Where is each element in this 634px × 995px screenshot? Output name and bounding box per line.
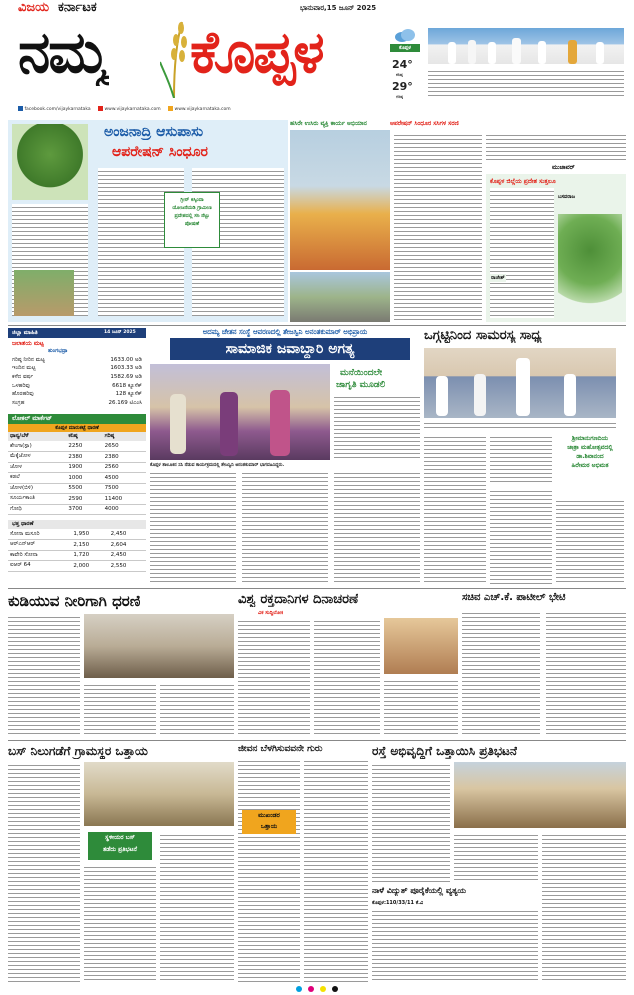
grain-row: [8, 483, 146, 494]
print-color-bar: [200, 986, 434, 992]
weather-badge: ಕೊಪ್ಪಳ: [390, 44, 420, 52]
web-url[interactable]: www.vijaykarnataka.com: [104, 107, 161, 112]
dam-row-key: ಒಳಹರಿವು: [12, 382, 30, 389]
blood-col2: [314, 618, 380, 736]
right-callout: [556, 434, 624, 494]
bus-protest-photo: [84, 762, 234, 826]
grain-name: ಮೆಕ್ಕೆಜೋಳ: [8, 452, 66, 463]
middle-headline: ಸಾಮಾಜಿಕ ಜವಾಬ್ದಾರಿ ಅಗತ್ಯ: [170, 338, 410, 360]
rice-row: [8, 550, 146, 561]
dam-row: [10, 399, 144, 408]
event-photo: [150, 364, 330, 460]
top-headline-line1: ಅಂಜನಾದ್ರಿ ಆಸುಪಾಸು: [104, 124, 204, 140]
masthead-teaser-photo: [428, 28, 624, 64]
local-market-title: ಲೋಕಲ್ ಮಾರ್ಕೆಟ್: [8, 414, 146, 424]
middle-caption: ಕೊಪ್ಪಳ ತಾಲೂಕಿನ ಸಸಿ ನೆಡುವ ಕಾರ್ಯಕ್ರಮದಲ್ಲಿ ತೇಜಸ್ವಿನಿ ಅನಂತಕುಮಾರ್ ಭಾಗವಹಿಸಿದ್ದರು.: [150, 463, 285, 468]
dam-row: [10, 373, 144, 382]
social-strip: [18, 106, 408, 114]
minister-visit-article: [462, 592, 626, 738]
top-right-box-name: ರಾಜೇಶ್: [491, 275, 505, 281]
trees-photo: [558, 214, 622, 318]
grain-max: 4000: [103, 504, 146, 515]
grain-row: [8, 473, 146, 484]
grain-min: 5500: [66, 483, 102, 494]
top-right-sub2: ಆಪರೇಷನ್ ಸಿಂಧೂರ ಸಸಿಗಳ ಸರಣಿ: [390, 120, 459, 127]
top-right-box-text: [490, 188, 554, 318]
temp-max-label: ಕನಿಷ್ಠ: [396, 72, 403, 77]
road-protest-headline: ರಸ್ತೆ ಅಭಿವೃದ್ಧಿಗೆ ಒತ್ತಾಯಿಸಿ ಪ್ರತಿಭಟನೆ: [372, 744, 518, 758]
dam-row-key: ಹೊರಹರಿವು: [12, 391, 34, 398]
teacher-headline: ಜೀವನ ಬೆಳಗಿಸುವವನೇ ಗುರು: [238, 744, 323, 754]
right-headline: ಒಗ್ಗಟ್ಟಿನಿಂದ ಸಾಮರಸ್ಯ ಸಾಧ್ಯ: [424, 328, 542, 343]
grain-name: ಕಡಲೆ: [8, 473, 66, 484]
dam-row-key: ಕಳೆದ ವರ್ಷ: [12, 373, 34, 380]
col-max: ಗರಿಷ್ಠ: [103, 432, 146, 441]
middle-side-text: [334, 394, 420, 460]
masthead-title-koppala: ಕೊಪ್ಪಳ: [190, 18, 323, 86]
grain-max: 7500: [103, 483, 146, 494]
road-protest-photo: [454, 762, 626, 828]
grain-min: 2250: [66, 441, 102, 452]
rice-row: [8, 561, 146, 572]
brand-karnataka: ಕರ್ನಾಟಕ: [58, 0, 97, 15]
tree-photo: [12, 124, 88, 200]
road-col1: [372, 762, 450, 882]
right-callout-line1: ಶ್ರೀಮಾನುಗಣದಿಯ: [571, 435, 609, 442]
masthead-teaser-text: [428, 68, 624, 96]
dam-row-value: 1582.69 ಅಡಿ: [110, 373, 142, 380]
dam-row-key: ಸಂಗ್ರಹ: [12, 399, 25, 406]
rice-price-table: [8, 529, 146, 572]
dam-row-key: ಗರಿಷ್ಠ ನೀರಿನ ಮಟ್ಟ: [12, 356, 45, 363]
right-article: [424, 328, 626, 586]
right-col3: [556, 498, 624, 584]
road-photo: [290, 272, 390, 322]
water-col3: [160, 682, 234, 736]
dam-title: ಜಲಾಶಯ ಮಟ್ಟ: [12, 340, 44, 347]
grain-name: ಶೇಂಗಾ(ಸ್ಪಾ): [8, 441, 66, 452]
dam-row-value: 128 ಕ್ಯೂಸೆಕ್: [115, 391, 142, 398]
market-section-label: ಜಿಲ್ಲಾ ಮಾಹಿತಿ: [8, 328, 146, 338]
teacher-article: [238, 744, 368, 984]
minister-col2: [546, 610, 626, 736]
rice-name: ಸೋನಾ ಮಸೂರಿ: [8, 529, 71, 540]
masthead-title-namma: ನಮ್ಮ: [18, 18, 110, 86]
teacher-callout-line1: ಮುಖಂಡರ: [258, 812, 280, 819]
grain-name: ಗೋಧಿ: [8, 504, 66, 515]
temp-max: 24°: [392, 58, 413, 71]
right-photo-caption: [424, 420, 616, 430]
divider-2: [8, 588, 626, 589]
middle-col1: [150, 470, 236, 584]
top-right-col2: [486, 132, 626, 162]
dam-row-value: 1603.33 ಅಡಿ: [110, 365, 142, 372]
rice-min: 1,950: [71, 529, 108, 540]
facebook-icon: [18, 106, 23, 111]
grain-max: 2650: [103, 441, 146, 452]
blood-donor-headline: ವಿಶ್ವ ರಕ್ತದಾನಿಗಳ ದಿನಾಚರಣೆ: [238, 592, 359, 607]
grain-row: [8, 441, 146, 452]
road-protest-article: [372, 744, 626, 984]
registration-mark: [296, 986, 302, 992]
rice-max: 2,450: [109, 550, 146, 561]
top-right-col1: [394, 132, 482, 322]
dam-row: [10, 382, 144, 391]
rice-max: 2,550: [109, 561, 146, 572]
bus-stop-headline: ಬಸ್ ನಿಲುಗಡೆಗೆ ಗ್ರಾಮಸ್ಥರ ಒತ್ತಾಯ: [8, 744, 148, 758]
top-headline-line2: ಆಪರೇಷನ್ ಸಿಂಧೂರ: [112, 144, 208, 160]
rice-max: 2,450: [109, 529, 146, 540]
rice-max: 2,604: [109, 540, 146, 551]
middle-col2: [242, 470, 328, 584]
dam-row-value: 6618 ಕ್ಯೂಸೆಕ್: [112, 382, 142, 389]
blood-donor-byline: ವಿಕ ಸುದ್ದಿಲೋಕ: [258, 610, 284, 616]
epaper-url[interactable]: www.vijaykarnataka.com: [174, 107, 231, 112]
col-item: ಧಾನ್ಯ/ಬೆಳೆ: [8, 432, 66, 441]
right-callout-line4: ಹಿರೇಮಠ ಅಭಿಮತ: [571, 462, 609, 469]
dam-row: [10, 390, 144, 399]
right-callout-line3: ಡಾ.ಶಿವಾನಂದ: [576, 453, 604, 460]
grain-max: 11400: [103, 494, 146, 505]
water-col1: [8, 614, 80, 736]
epaper-icon: [168, 106, 173, 111]
bus-callout-line2: ತಡೆದು ಪ್ರತಿಭಟನೆ: [103, 846, 137, 853]
right-col2-top: [490, 434, 552, 484]
grain-min: 2590: [66, 494, 102, 505]
blood-col1: [238, 618, 310, 736]
stage-photo: [424, 348, 616, 418]
dam-row-value: 26.169 ಟಿಎಂಸಿ: [108, 399, 142, 406]
power-cut-dateline: ಕೊಪ್ಪಳ:110/33/11 ಕೆ.ವಿ: [372, 900, 424, 906]
rice-min: 2,150: [71, 540, 108, 551]
grain-name: ಜೋಳ: [8, 462, 66, 473]
water-protest-article: [8, 592, 234, 738]
blood-col3: [384, 678, 458, 736]
market-sidebar: [8, 328, 146, 586]
grain-row: [8, 462, 146, 473]
bus-col1: [8, 762, 80, 982]
temp-min-label: ಗರಿಷ್ಠ: [396, 94, 403, 99]
rice-title: ಭತ್ತ ಧಾರಣೆ: [8, 520, 146, 529]
dam-row-key: ಇಂದಿನ ಮಟ್ಟ: [12, 365, 36, 372]
planting-photo: [14, 270, 74, 316]
brand-vijaya: ವಿಜಯ: [18, 0, 50, 15]
rice-min: 1,720: [71, 550, 108, 561]
bus-col3: [160, 832, 234, 982]
bus-callout-line1: ಸ್ಥಳೀಯರ ಬಸ್: [105, 834, 135, 841]
market-date: 14 ಜೂನ್ 2025: [104, 330, 136, 335]
top-right-box: [486, 174, 626, 322]
rice-min: 2,000: [71, 561, 108, 572]
road-col2: [454, 832, 538, 882]
road-col3: [542, 832, 626, 982]
leaders-photo: [290, 130, 390, 270]
grain-price-table: [8, 432, 146, 515]
grain-max: 2560: [103, 462, 146, 473]
blood-donor-photo: [384, 618, 458, 674]
bus-callout: [88, 832, 152, 860]
weather-widget: [388, 28, 422, 100]
rice-name: ಆರ್‌ಎನ್‌ಆರ್: [8, 540, 71, 551]
grain-table-header: [8, 432, 146, 441]
teacher-callout-line2: ಒತ್ತಾಯ: [260, 823, 278, 830]
top-callout-box: [164, 192, 220, 248]
edition-date: ಭಾನುವಾರ,15 ಜೂನ್ 2025: [300, 4, 377, 12]
power-cut-text: [372, 908, 538, 982]
top-right-sub1: ಹಸಿರೇ ಉಸಿರು ವ್ಯಕ್ತಿ ಕಾರ್ಯ ಅಭಿಯಾನ: [290, 120, 367, 127]
dam-row-value: 1633.00 ಅಡಿ: [110, 356, 142, 363]
grain-min: 1000: [66, 473, 102, 484]
grain-min: 2380: [66, 452, 102, 463]
right-col1: [424, 434, 486, 584]
teacher-callout: [242, 810, 296, 834]
rice-name: ಐಆರ್‌ 64: [8, 561, 71, 572]
local-market-sub: ಕೊಪ್ಪಳ ಮಾರುಕಟ್ಟೆ ಧಾರಣೆ: [8, 424, 146, 432]
grain-name: ಸೂರ್ಯಕಾಂತಿ: [8, 494, 66, 505]
dam-table: [10, 356, 144, 408]
protest-photo: [84, 614, 234, 678]
masthead: [0, 0, 634, 118]
middle-kicker: ಅದಮ್ಯ ಚೇತನ ಸಂಸ್ಥೆ ಆವರಣದಲ್ಲಿ ತೇಜಸ್ವಿನಿ ಅನಂತಕುಮಾರ್ ಅಭಿಪ್ರಾಯ: [202, 328, 368, 336]
middle-col3: [334, 470, 420, 584]
col-min: ಕನಿಷ್ಠ: [66, 432, 102, 441]
right-col2: [490, 488, 552, 584]
rice-row: [8, 529, 146, 540]
registration-mark: [308, 986, 314, 992]
top-right-article: [290, 120, 626, 322]
top-feature-article: [8, 120, 288, 322]
minister-col1: [462, 610, 540, 736]
side-callout-line1: ಮನೆಯಿಂದಲೇ: [340, 368, 383, 378]
bus-stop-article: [8, 744, 234, 984]
power-cut-headline: ನಾಳೆ ವಿದ್ಯುತ್ ಪೂರೈಕೆಯಲ್ಲಿ ವ್ಯತ್ಯಯ: [372, 886, 467, 895]
dam-name: ತುಂಗಭದ್ರಾ: [48, 348, 68, 354]
grain-row: [8, 494, 146, 505]
cloud-icon: [394, 28, 416, 42]
registration-mark: [320, 986, 326, 992]
top-callout-text: ಗ್ರೀನ್ ಕಿಸ್ಕಿಂದಾ ಯೋಜನೆಯಡಿ ಗ್ರಾಮೀಣ ಪ್ರದೇಶದಲ್ಲಿ ಸಸಿ ನೆಟ್ಟು ಪೋಷಣೆ: [172, 197, 212, 227]
registration-mark: [332, 986, 338, 992]
teacher-col2: [304, 758, 368, 984]
water-col2: [84, 682, 156, 736]
grain-min: 3700: [66, 504, 102, 515]
grain-min: 1900: [66, 462, 102, 473]
grain-row: [8, 452, 146, 463]
blood-donor-article: [238, 592, 458, 738]
web-icon: [98, 106, 103, 111]
facebook-url[interactable]: facebook.com/vijaykarnataka: [24, 107, 91, 112]
grain-max: 4500: [103, 473, 146, 484]
dam-row: [10, 365, 144, 374]
grain-row: [8, 504, 146, 515]
divider-1: [8, 325, 626, 326]
dam-row: [10, 356, 144, 365]
side-callout-line2: ಜಾಗೃತಿ ಮೂಡಲಿ: [336, 380, 386, 390]
grain-name: ಜೋಳ(ಬಿಳಿ): [8, 483, 66, 494]
top-right-box-heading: ಕೊಪ್ಪಳ ಜಿಲ್ಲೆಯ ಪ್ರದೇಶ ಸುತ್ತಲೂ: [490, 178, 556, 185]
divider-3: [8, 740, 626, 741]
right-callout-line2: ಜಾತ್ರಾ ಮಹೋತ್ಸವದಲ್ಲಿ: [567, 444, 613, 451]
water-protest-headline: ಕುಡಿಯುವ ನೀರಿಗಾಗಿ ಧರಣಿ: [8, 592, 141, 610]
quote-name: ಮುಜಾವರ್: [552, 164, 575, 171]
bus-col2: [84, 864, 156, 982]
paddy-icon: [160, 18, 188, 98]
middle-article: [150, 328, 420, 586]
rice-row: [8, 540, 146, 551]
grain-max: 2380: [103, 452, 146, 463]
rice-name: ಕಾವೇರಿ ಸೋನಾ: [8, 550, 71, 561]
minister-visit-headline: ಸಚಿವ ಎಚ್.ಕೆ. ಪಾಟೀಲ್ ಭೇಟಿ: [462, 592, 566, 603]
top-right-box-name2: ಬಸವರಾಜ: [558, 194, 576, 200]
temp-min: 29°: [392, 80, 413, 93]
teacher-col1: [238, 758, 300, 984]
